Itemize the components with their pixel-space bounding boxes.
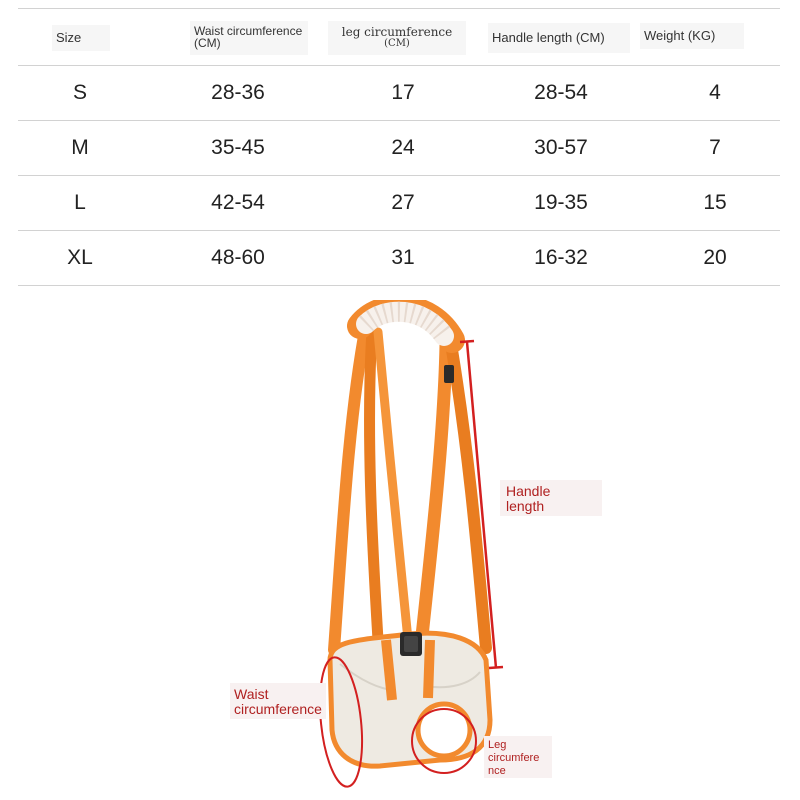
header-leg <box>328 21 466 55</box>
left-straps <box>334 325 410 660</box>
waist-label-line2: circumference <box>234 701 322 717</box>
header-handle: Handle length (CM) <box>488 23 630 53</box>
cell-leg: 27 <box>391 191 415 214</box>
harness-diagram <box>0 300 800 800</box>
cell-leg: 24 <box>391 136 415 159</box>
table-row <box>18 231 780 286</box>
cell-waist: 42-54 <box>211 191 265 214</box>
cell-leg: 17 <box>391 81 415 104</box>
header-waist-unit: (CM) <box>194 36 221 50</box>
cell-waist: 28-36 <box>211 81 265 104</box>
strap-buckle <box>444 365 454 383</box>
header-waist-label: Waist circumference <box>194 24 303 38</box>
header-waist <box>190 21 308 55</box>
cell-handle: 30-57 <box>534 136 588 159</box>
table-row <box>18 121 780 176</box>
handle-label-line1: Handle <box>506 483 551 499</box>
right-straps <box>420 345 486 655</box>
cell-waist: 35-45 <box>211 136 265 159</box>
cell-weight: 4 <box>709 81 721 104</box>
cell-size: M <box>71 136 89 159</box>
handle-length-label <box>500 480 602 516</box>
handle-label-line2: length <box>506 498 545 514</box>
cell-weight: 7 <box>709 136 721 159</box>
waist-label-line1: Waist <box>234 686 269 702</box>
leg-label-line1: Leg <box>488 739 507 751</box>
leg-label-line3: nce <box>488 765 506 777</box>
cell-size: XL <box>67 246 93 269</box>
cell-handle: 19-35 <box>534 191 588 214</box>
waist-circumference-label <box>230 683 326 719</box>
header-leg-label: leg circumference <box>341 25 453 39</box>
cell-waist: 48-60 <box>211 246 265 269</box>
table-header-row <box>18 8 780 66</box>
header-size-cell <box>18 9 158 65</box>
header-leg-unit: (CM) <box>384 38 410 49</box>
table-row <box>18 176 780 231</box>
size-table <box>18 8 780 286</box>
header-weight-cell <box>638 9 780 65</box>
cell-weight: 15 <box>703 191 727 214</box>
cell-handle: 28-54 <box>534 81 588 104</box>
header-size: Size <box>52 25 110 51</box>
table-row <box>18 66 780 121</box>
header-handle-cell <box>478 9 638 65</box>
cell-weight: 20 <box>703 246 727 269</box>
header-leg-cell <box>318 9 478 65</box>
header-waist-cell <box>158 9 318 65</box>
leg-label-line2: circumfere <box>488 752 540 764</box>
cell-size: S <box>72 81 87 104</box>
harness-body <box>330 632 490 766</box>
leg-circumference-label <box>484 736 552 778</box>
cell-size: L <box>74 191 86 214</box>
cell-leg: 31 <box>391 246 415 269</box>
header-weight: Weight (KG) <box>640 23 744 49</box>
cell-handle: 16-32 <box>534 246 588 269</box>
